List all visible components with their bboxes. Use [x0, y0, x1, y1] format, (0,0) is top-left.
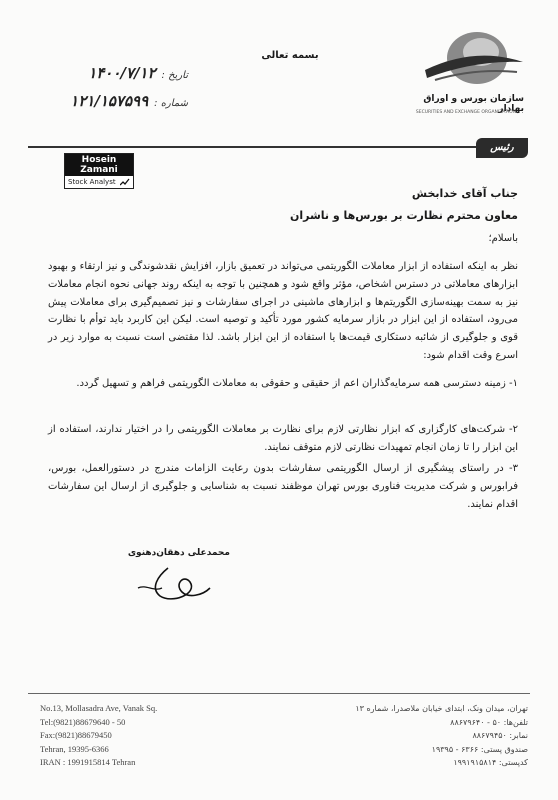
organization-logo: [405, 18, 530, 128]
footer-address-en: No.13, Mollasadra Ave, Vanak Sq.: [40, 703, 158, 713]
footer-tel-fa: تلفن‌ها: ۵۰ - ۸۸۶۷۹۶۴۰: [450, 717, 528, 727]
list-item: ۲- شرکت‌های کارگزاری که ابزار نظارتی لازم برای نظارت بر معاملات الگوریتمی را در اختیار ندارند، استفاده از این ابزار را تا زمان انجام تمهیدات نظارتی لازم متوقف نمایند.: [48, 424, 518, 453]
recipient-block: [98, 183, 518, 227]
body-paragraph: نظر به اینکه استفاده از ابزار معاملات الگوریتمی می‌تواند در تعمیق بازار، افزایش نقدشوندگی و نیز ارتقاء و بهبود ابزارهای معاملاتی در دسترس اشخاص، مؤثر واقع شود و همچنین با توجه به اینکه روند جهانی نحوه انجام معاملات نیز به سمت بهینه‌سازی الگوریتم‌ها و ابزارهای ماشینی در اجرای سفارشات و نیز تصمیم‌گیری برای معاملات پیش می‌رود، استفاده از این ابزار در بازار سرمایه کشور مورد تأکید و توصیه است. لیکن این کاربرد باید توأم با نظارت قوی و جلوگیری از شائبه دستکاری قیمت‌ها یا استفاده از این ابزار باشد. لذا مقتضی است نسبت به موارد زیر در اسرع وقت اقدام شود:: [48, 261, 518, 361]
number-label: شماره :: [154, 98, 188, 109]
footer-tel-en: Tel:(9821)88679640 - 50: [40, 716, 126, 727]
recipient-name: جناب آقای خدابخش: [411, 187, 518, 200]
footer-contact-fa: [308, 702, 528, 770]
footer-fax-en: Fax:(9821)88679450: [40, 730, 112, 740]
signatory-name: محمدعلی دهقان‌دهنوی: [127, 548, 230, 558]
letter-date: [38, 64, 188, 82]
greeting: باسلام؛: [488, 233, 518, 244]
date-label: تاریخ :: [161, 70, 188, 81]
org-name-en: SECURITIES AND EXCHANGE ORGANIZATION: [415, 110, 517, 115]
watermark-role: Stock Analyst: [68, 178, 116, 186]
list-item: ۳- در راستای پیشگیری از ارسال الگوریتمی سفارشات بدون رعایت الزامات مندرج در دستورالعمل، بورس، فرابورس و شرکت مدیریت فناوری بورس تهران موظفند نسبت به شناسایی و جلوگیری از ارسال این سفارشات اقدام نمایند.: [48, 463, 518, 510]
footer-rule: [28, 693, 530, 694]
org-name-fa: سازمان بورس و اوراق بهادار: [423, 94, 524, 114]
list-item: ۱- زمینه دسترسی همه سرمایه‌گذاران اعم از حقیقی و حقوقی به معاملات الگوریتمی فراهم و تسهیل گردد.: [76, 378, 518, 389]
watermark-name: Hosein Zamani: [65, 154, 133, 176]
letter-number: [38, 92, 188, 110]
footer-pobox-fa: صندوق پستی: ۶۳۶۶ - ۱۹۳۹۵: [431, 744, 528, 754]
footer-postal-fa: کدپستی: ۱۹۹۱۹۱۵۸۱۴: [453, 758, 528, 767]
footer-iran-en: IRAN : 1991915814 Tehran: [40, 757, 136, 767]
footer-pobox-en: Tehran, 19395-6366: [40, 743, 109, 754]
addressee-tag: رئیس: [476, 138, 528, 158]
footer-contact-en: [40, 702, 260, 770]
handwritten-signature: [128, 558, 218, 606]
header-rule: [28, 146, 476, 148]
basmala-heading: بسمه تعالی: [261, 50, 319, 61]
footer-address-fa: تهران، میدان ونک، ابتدای خیابان ملاصدرا، شماره ۱۳: [355, 704, 528, 713]
number-value: ۱۲۱/۱۵۷۵۹۹: [70, 92, 149, 110]
recipient-title: معاون محترم نظارت بر بورس‌ها و ناشران: [289, 209, 518, 222]
date-value: ۱۴۰۰/۷/۱۲: [88, 64, 156, 82]
footer-fax-fa: نمابر: ۸۸۶۷۹۴۵۰: [472, 731, 528, 740]
